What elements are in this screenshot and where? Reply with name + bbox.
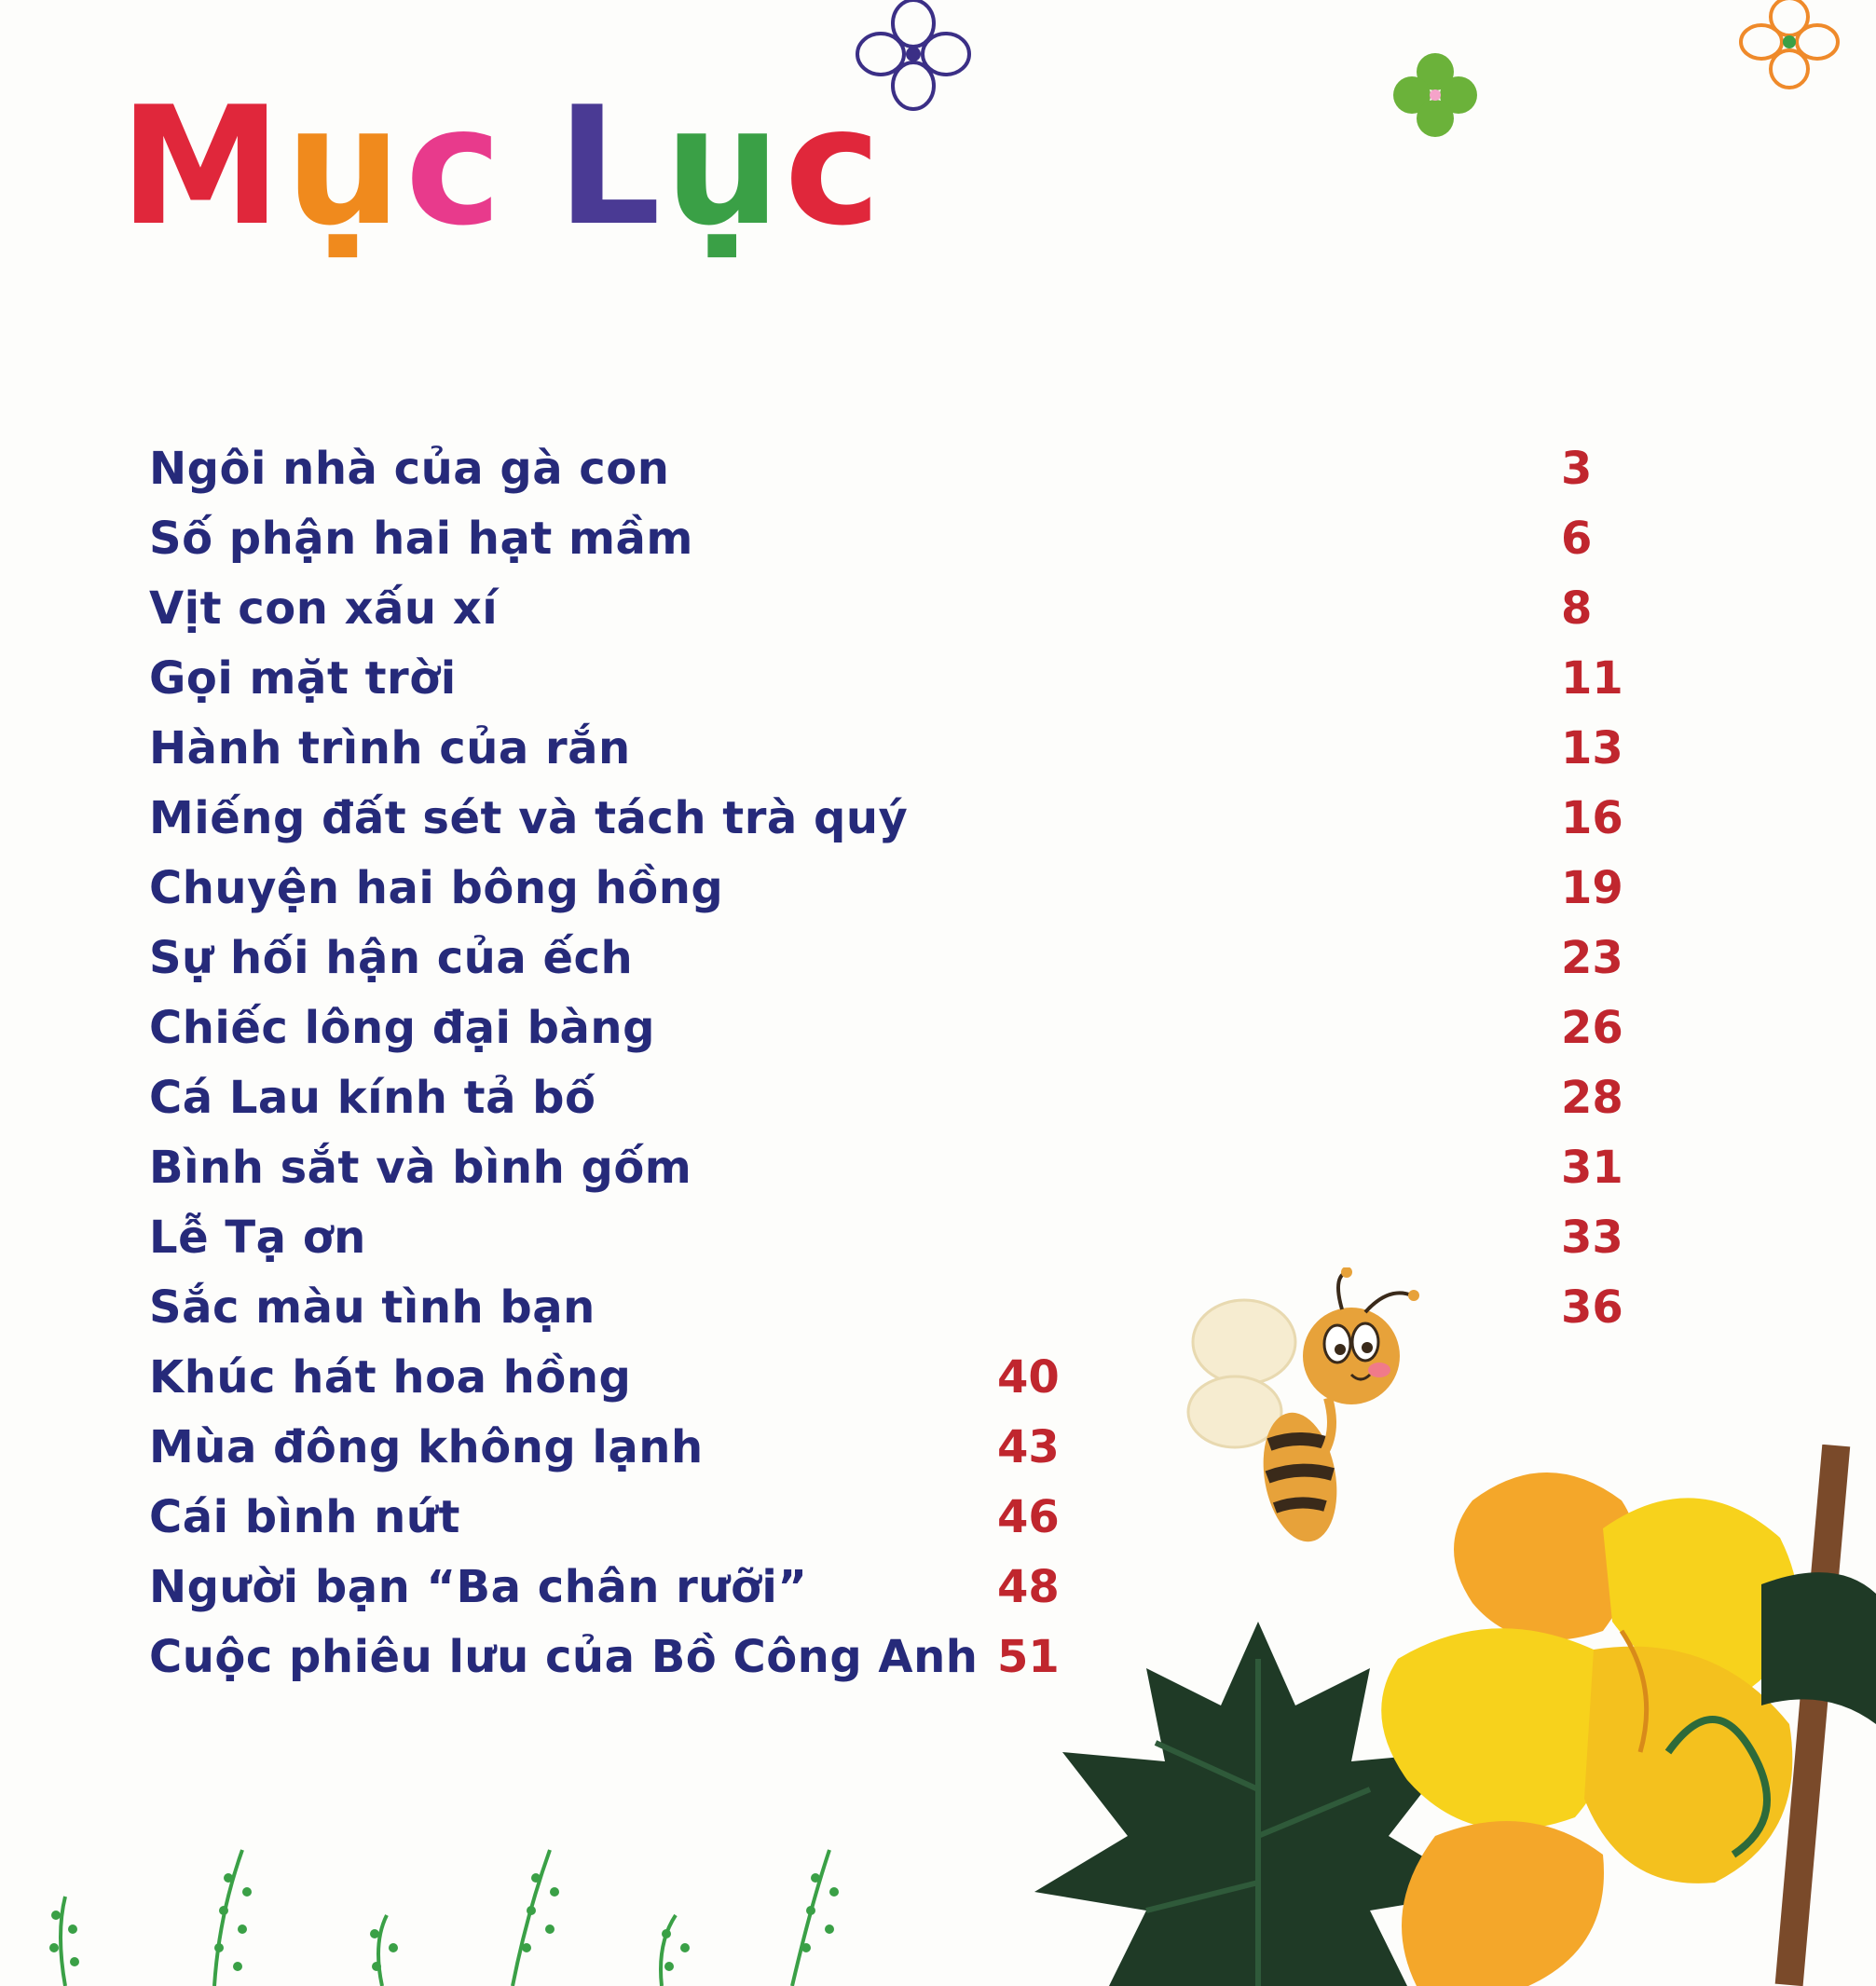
toc-entry-page: 23 bbox=[1561, 932, 1623, 984]
toc-entry-title: Miếng đất sét và tách trà quý bbox=[149, 792, 909, 844]
toc-entry-title: Mùa đông không lạnh bbox=[149, 1421, 704, 1473]
toc-entry-title: Chiếc lông đại bàng bbox=[149, 1002, 655, 1054]
toc-entry-title: Chuyện hai bông hồng bbox=[149, 862, 724, 914]
toc-entry-title: Cá Lau kính tả bố bbox=[149, 1072, 596, 1124]
toc-entry-title: Vịt con xấu xí bbox=[149, 582, 499, 635]
title-letter: M bbox=[119, 73, 286, 262]
toc-entry-page: 31 bbox=[1561, 1142, 1623, 1194]
toc-entry-page: 33 bbox=[1561, 1212, 1623, 1264]
page-title bbox=[119, 73, 885, 262]
toc-entry-page: 19 bbox=[1561, 862, 1623, 914]
toc-entry-title: Số phận hai hạt mầm bbox=[149, 513, 693, 565]
title-letter: ụ bbox=[285, 73, 405, 262]
title-letter: L bbox=[556, 73, 665, 262]
toc-entry-page: 11 bbox=[1561, 652, 1623, 705]
toc-entry-title: Cái bình nứt bbox=[149, 1491, 460, 1543]
toc-entry-title: Ngôi nhà của gà con bbox=[149, 443, 670, 495]
toc-entry-page: 48 bbox=[997, 1561, 1060, 1613]
title-letter: ụ bbox=[664, 73, 785, 262]
toc-entry-page: 6 bbox=[1561, 513, 1593, 565]
toc-entry-page: 8 bbox=[1561, 582, 1593, 635]
toc-entry-page: 43 bbox=[997, 1421, 1060, 1473]
title-letter: c bbox=[404, 73, 506, 262]
toc-entry-page: 3 bbox=[1561, 443, 1593, 495]
flower-outline-icon bbox=[853, 0, 974, 116]
toc-entry-page: 16 bbox=[1561, 792, 1623, 844]
grass-sprig-icon bbox=[28, 1841, 867, 1986]
toc-entry-title: Sắc màu tình bạn bbox=[149, 1281, 596, 1334]
toc-entry-title: Hành trình của rắn bbox=[149, 722, 631, 774]
flower-outline-icon bbox=[1738, 0, 1841, 93]
toc-entry-page: 46 bbox=[997, 1491, 1060, 1543]
toc-entry-page: 28 bbox=[1561, 1072, 1623, 1124]
toc-entry-title: Lễ Tạ ơn bbox=[149, 1212, 366, 1264]
toc-entry-title: Bình sắt và bình gốm bbox=[149, 1142, 692, 1194]
toc-entry-page: 13 bbox=[1561, 722, 1623, 774]
toc-entry-title: Sự hối hận của ếch bbox=[149, 932, 634, 984]
toc-entry-page: 51 bbox=[997, 1631, 1060, 1683]
clover-icon bbox=[1389, 48, 1482, 142]
toc-entry-page: 26 bbox=[1561, 1002, 1623, 1054]
toc-entry-page: 40 bbox=[997, 1351, 1060, 1404]
toc-entry-title: Cuộc phiêu lưu của Bồ Công Anh bbox=[149, 1631, 979, 1683]
toc-entry-title: Khúc hát hoa hồng bbox=[149, 1351, 632, 1404]
toc-entry-title: Người bạn “Ba chân rưỡi” bbox=[149, 1561, 808, 1613]
toc-entry-page: 36 bbox=[1561, 1281, 1623, 1334]
yellow-flower-icon bbox=[1361, 1445, 1876, 1986]
title-letter: c bbox=[784, 73, 885, 262]
toc-entry-title: Gọi mặt trời bbox=[149, 652, 457, 705]
